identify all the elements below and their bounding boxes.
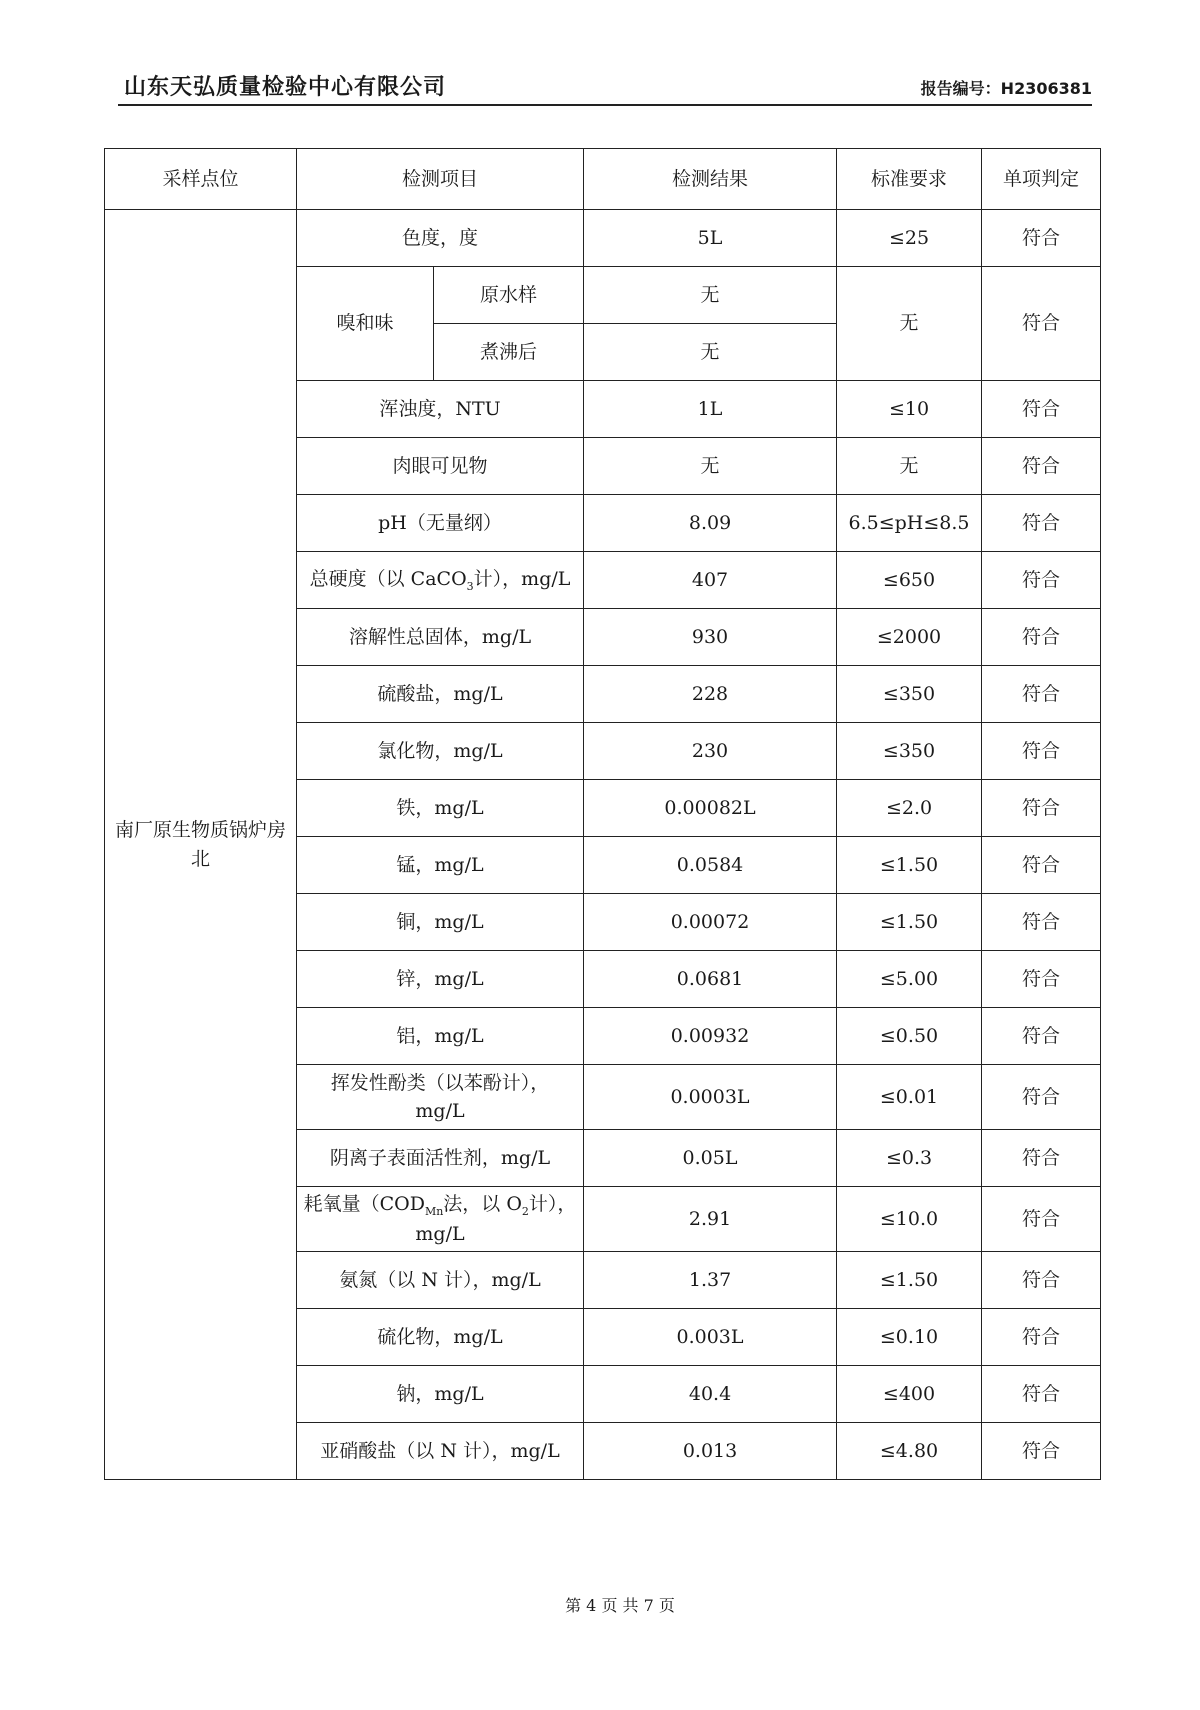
odor-condition-cell: 原水样: [434, 267, 584, 324]
standard-cell: ≤650: [837, 552, 982, 609]
item-cell: 硫酸盐，mg/L: [297, 666, 584, 723]
col-header-site: 采样点位: [105, 149, 297, 210]
standard-cell: ≤0.50: [837, 1008, 982, 1065]
standard-cell: 无: [837, 267, 982, 381]
item-cell: 铁，mg/L: [297, 780, 584, 837]
verdict-cell: 符合: [982, 723, 1101, 780]
item-cell: 锌，mg/L: [297, 951, 584, 1008]
item-cell: 锰，mg/L: [297, 837, 584, 894]
standard-cell: ≤0.01: [837, 1065, 982, 1130]
verdict-cell: 符合: [982, 1309, 1101, 1366]
page-number: 第 4 页 共 7 页: [565, 1596, 675, 1615]
result-cell: 0.00082L: [584, 780, 837, 837]
item-cell: 硫化物，mg/L: [297, 1309, 584, 1366]
result-cell: 228: [584, 666, 837, 723]
item-cell: 色度，度: [297, 210, 584, 267]
result-cell: 0.0003L: [584, 1065, 837, 1130]
item-cell: 总硬度（以 CaCO$_3$计），mg/L: [297, 552, 584, 609]
col-header-standard: 标准要求: [837, 149, 982, 210]
result-cell: 无: [584, 267, 837, 324]
standard-cell: ≤2.0: [837, 780, 982, 837]
standard-cell: ≤0.10: [837, 1309, 982, 1366]
verdict-cell: 符合: [982, 552, 1101, 609]
item-cell: 挥发性酚类（以苯酚计）， mg/L: [297, 1065, 584, 1130]
result-cell: 0.05L: [584, 1130, 837, 1187]
verdict-cell: 符合: [982, 1252, 1101, 1309]
verdict-cell: 符合: [982, 1423, 1101, 1480]
result-cell: 2.91: [584, 1187, 837, 1252]
verdict-cell: 符合: [982, 381, 1101, 438]
verdict-cell: 符合: [982, 1130, 1101, 1187]
item-cell: 溶解性总固体，mg/L: [297, 609, 584, 666]
result-cell: 无: [584, 438, 837, 495]
result-cell: 40.4: [584, 1366, 837, 1423]
verdict-cell: 符合: [982, 894, 1101, 951]
standard-cell: ≤1.50: [837, 837, 982, 894]
result-cell: 0.0584: [584, 837, 837, 894]
verdict-cell: 符合: [982, 1008, 1101, 1065]
standard-cell: ≤25: [837, 210, 982, 267]
item-cell: 肉眼可见物: [297, 438, 584, 495]
inspection-results-table: [104, 148, 1101, 1480]
col-header-result: 检测结果: [584, 149, 837, 210]
verdict-cell: 符合: [982, 1065, 1101, 1130]
verdict-cell: 符合: [982, 837, 1101, 894]
col-header-item: 检测项目: [297, 149, 584, 210]
result-cell: 230: [584, 723, 837, 780]
result-cell: 1.37: [584, 1252, 837, 1309]
standard-cell: ≤400: [837, 1366, 982, 1423]
item-cell: 亚硝酸盐（以 N 计），mg/L: [297, 1423, 584, 1480]
odor-item-cell: 嗅和味: [297, 267, 434, 381]
standard-cell: ≤5.00: [837, 951, 982, 1008]
item-cell: 浑浊度，NTU: [297, 381, 584, 438]
table-header-row: [105, 149, 1101, 210]
item-cell: 阴离子表面活性剂，mg/L: [297, 1130, 584, 1187]
standard-cell: ≤10.0: [837, 1187, 982, 1252]
odor-condition-cell: 煮沸后: [434, 324, 584, 381]
standard-cell: ≤4.80: [837, 1423, 982, 1480]
standard-cell: 无: [837, 438, 982, 495]
item-cell: 铜，mg/L: [297, 894, 584, 951]
item-cell: 耗氧量（$COD_{Mn}$法，以 $O_2$计）， mg/L: [297, 1187, 584, 1252]
standard-cell: ≤1.50: [837, 1252, 982, 1309]
result-cell: 5L: [584, 210, 837, 267]
item-cell: 钠，mg/L: [297, 1366, 584, 1423]
result-cell: 407: [584, 552, 837, 609]
header-divider: [118, 104, 1092, 106]
result-cell: 0.013: [584, 1423, 837, 1480]
standard-cell: ≤2000: [837, 609, 982, 666]
sampling-site-cell: 南厂原生物质锅炉房北: [105, 210, 297, 1480]
table-row: [105, 210, 1101, 267]
item-cell: pH（无量纲）: [297, 495, 584, 552]
verdict-cell: 符合: [982, 666, 1101, 723]
standard-cell: ≤0.3: [837, 1130, 982, 1187]
item-cell: 铝，mg/L: [297, 1008, 584, 1065]
verdict-cell: 符合: [982, 780, 1101, 837]
verdict-cell: 符合: [982, 1366, 1101, 1423]
verdict-cell: 符合: [982, 267, 1101, 381]
verdict-cell: 符合: [982, 951, 1101, 1008]
result-cell: 0.00072: [584, 894, 837, 951]
company-name: 山东天弘质量检验中心有限公司: [124, 75, 447, 100]
standard-cell: ≤350: [837, 723, 982, 780]
standard-cell: ≤350: [837, 666, 982, 723]
result-cell: 1L: [584, 381, 837, 438]
verdict-cell: 符合: [982, 609, 1101, 666]
verdict-cell: 符合: [982, 1187, 1101, 1252]
result-cell: 0.00932: [584, 1008, 837, 1065]
standard-cell: 6.5≤pH≤8.5: [837, 495, 982, 552]
result-cell: 无: [584, 324, 837, 381]
standard-cell: ≤1.50: [837, 894, 982, 951]
result-cell: 0.0681: [584, 951, 837, 1008]
verdict-cell: 符合: [982, 438, 1101, 495]
verdict-cell: 符合: [982, 210, 1101, 267]
result-cell: 930: [584, 609, 837, 666]
col-header-verdict: 单项判定: [982, 149, 1101, 210]
verdict-cell: 符合: [982, 495, 1101, 552]
result-cell: 8.09: [584, 495, 837, 552]
item-cell: 氨氮（以 N 计），mg/L: [297, 1252, 584, 1309]
standard-cell: ≤10: [837, 381, 982, 438]
report-number: 报告编号：H2306381: [920, 79, 1092, 98]
item-cell: 氯化物，mg/L: [297, 723, 584, 780]
result-cell: 0.003L: [584, 1309, 837, 1366]
